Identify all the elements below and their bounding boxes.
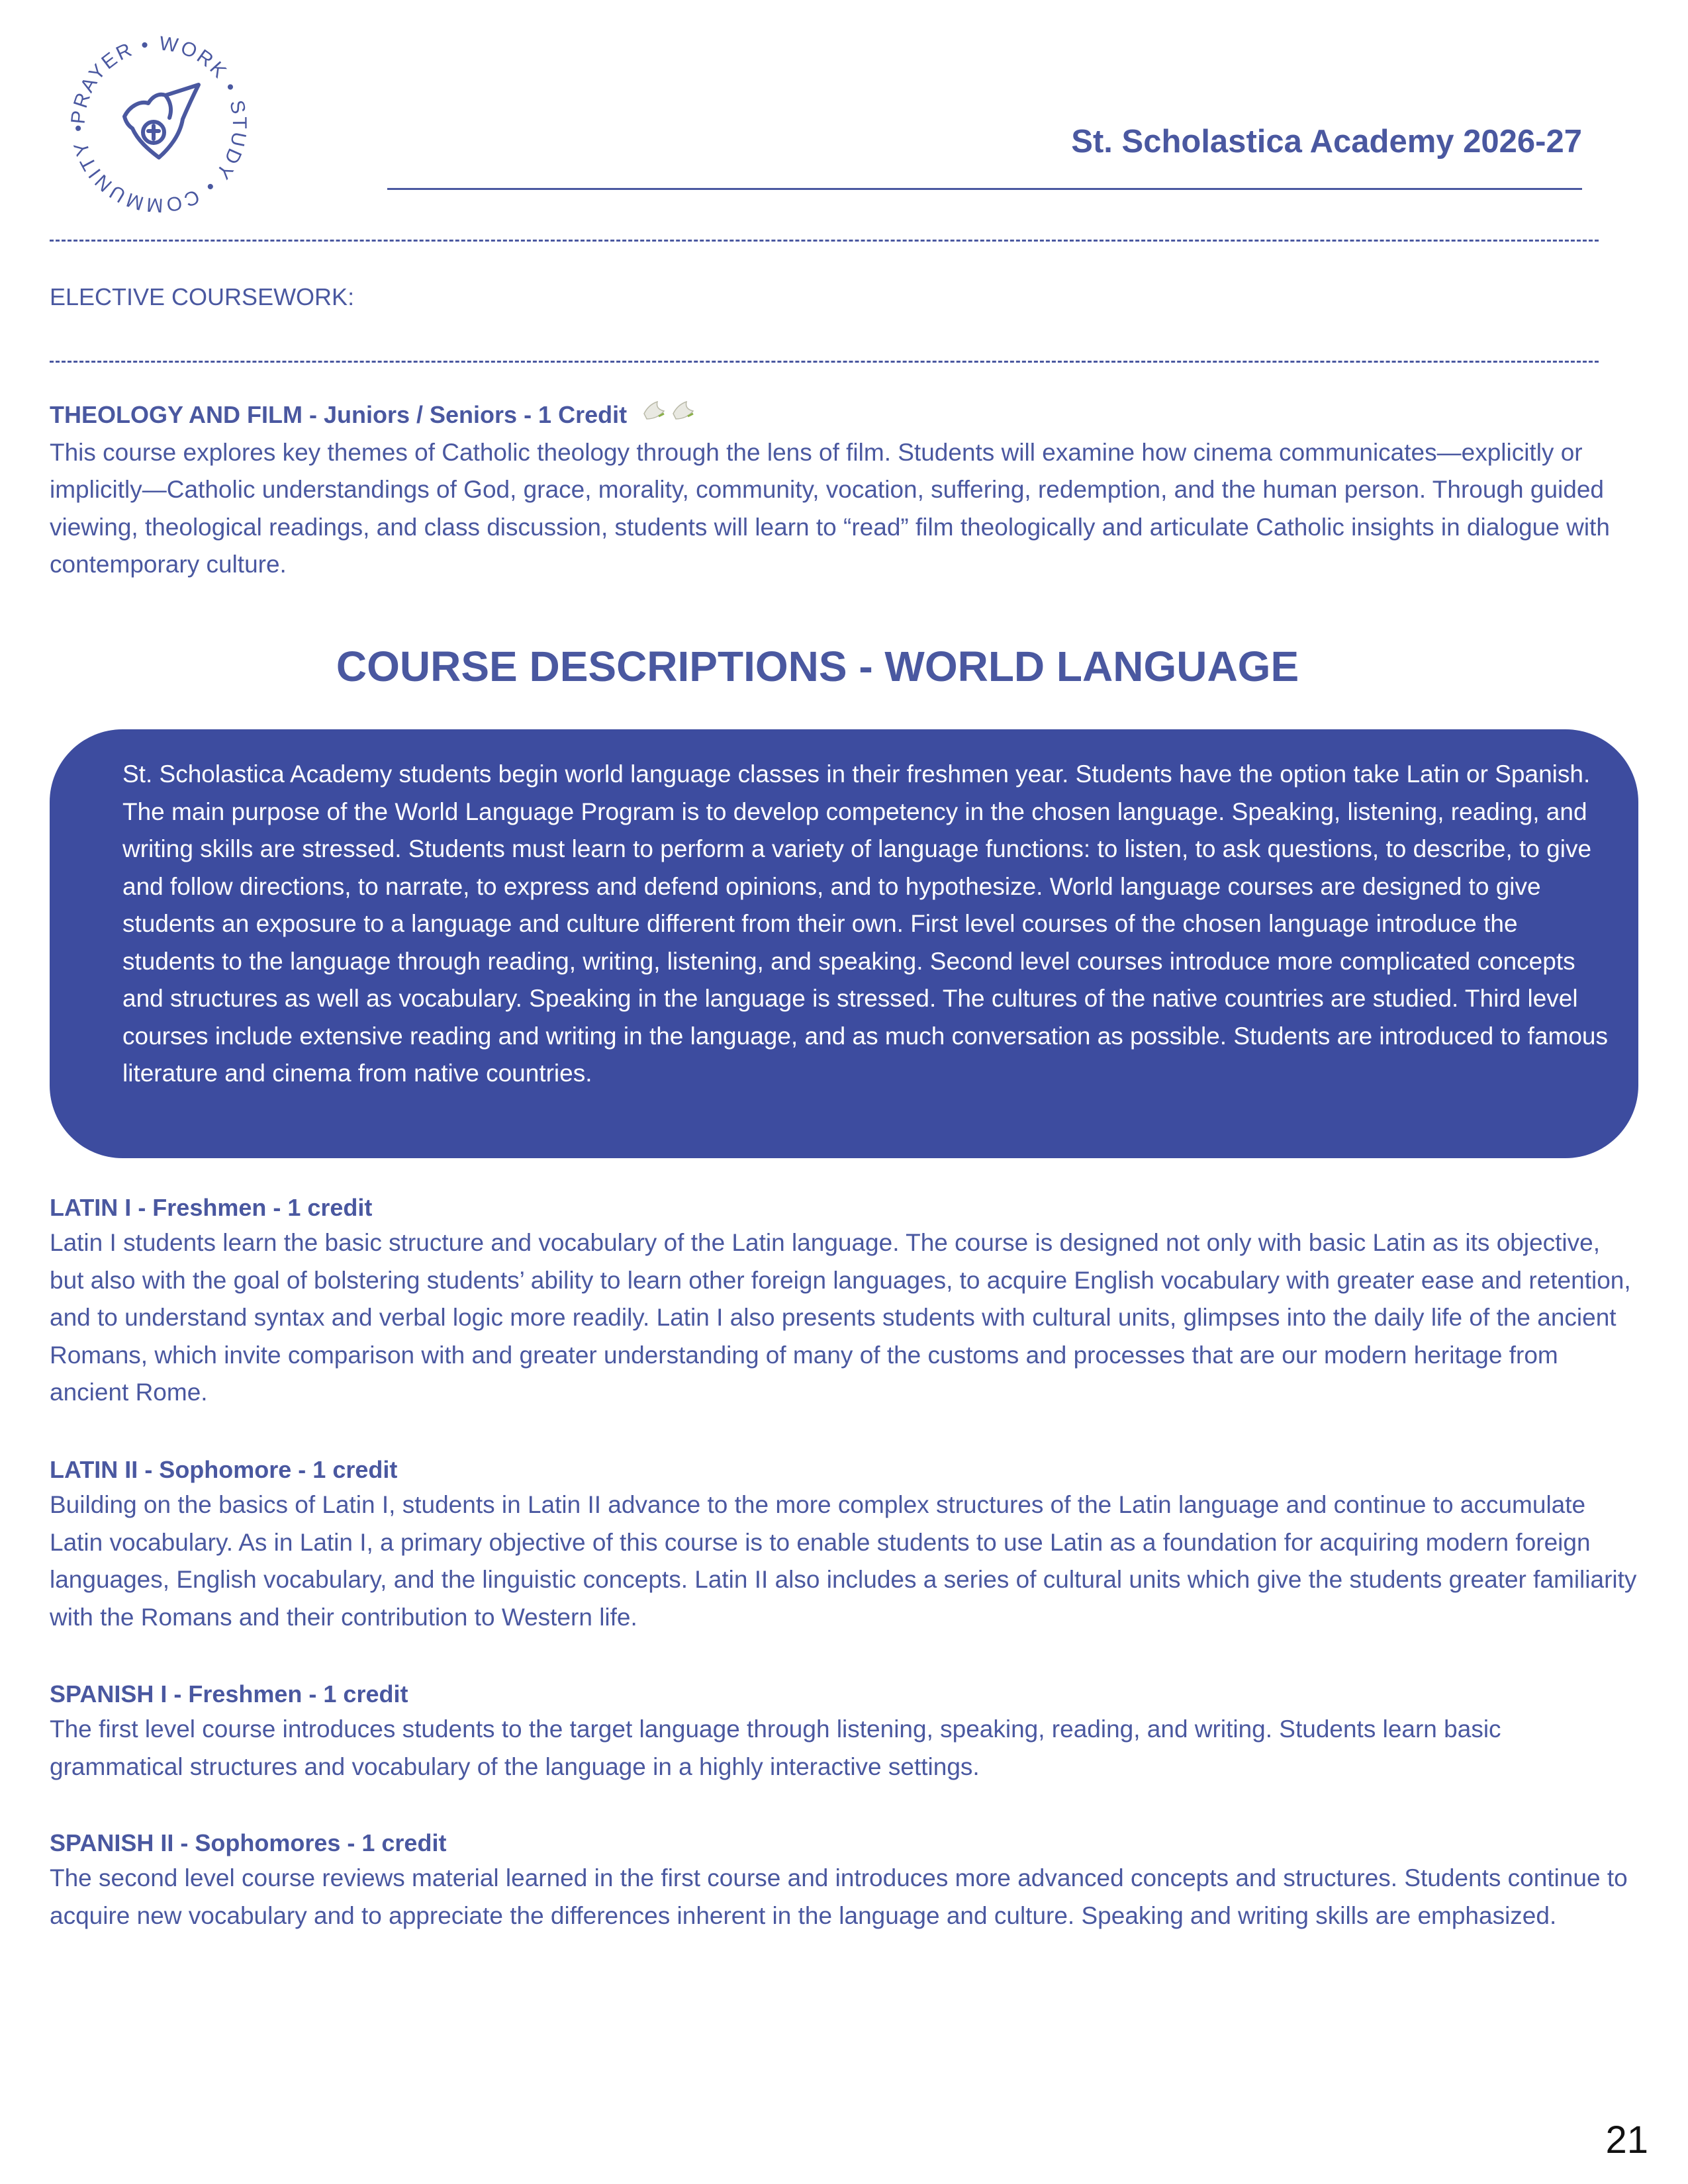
logo-ring-text: PRAYER • WORK • STUDY • COMMUNITY • <box>67 32 251 216</box>
course-description: Latin I students learn the basic structure and vocabulary of the Latin language. The course is designed not only with basic Latin as its objective, but also with the goal of bolstering students’ ability to learn other foreign languages, to acquire English vocabulary with greater ease and retention, and to understand syntax and verbal logic more readily. Latin I also presents students with cultural units, glimpses into the daily life of the ancient Romans, which invite comparison with and greater understanding of many of the customs and processes that are our modern heritage from ancient Rome. <box>50 1229 1631 1406</box>
course-title: LATIN II - Sophomore - 1 credit <box>50 1456 398 1483</box>
course-title-text: THEOLOGY AND FILM - Juniors / Seniors - 1 Credit <box>50 401 628 428</box>
course-latin-1 <box>50 1191 1638 1412</box>
course-description: The first level course introduces students to the target language through listening, speaking, reading, and writing. Students learn basic grammatical structures and vocabulary of the language in a highly interactive settings. <box>50 1715 1501 1780</box>
course-spanish-1 <box>50 1678 1638 1786</box>
course-latin-2 <box>50 1453 1638 1636</box>
elective-label: ELECTIVE COURSEWORK: <box>50 283 355 310</box>
section-heading: COURSE DESCRIPTIONS - WORLD LANGUAGE <box>336 643 1299 690</box>
dashed-divider-top <box>50 240 1599 242</box>
header-rule <box>387 188 1582 190</box>
course-description: Building on the basics of Latin I, students in Latin II advance to the more complex structures of the Latin language and continue to accumulate Latin vocabulary. As in Latin I, a primary objective of this course is to enable students to use Latin as a foundation for acquiring modern foreign languages, English vocabulary, and the linguistic concepts. Latin II also includes a series of cultural units which give the students greater familiarity with the Romans and their contribution to Western life. <box>50 1491 1637 1631</box>
intro-text: St. Scholastica Academy students begin world language classes in their freshmen year. Students have the option take Latin or Spanish. The main purpose of the World Language Program is to develop competency in the chosen language. Speaking, listening, reading, and writing skills are stressed. Students must learn to perform a variety of language functions: to listen, to ask questions, to describe, to give and follow directions, to narrate, to express and defend opinions, and to hypothesize. World language courses are designed to give students an exposure to a language and culture different from their own. First level courses of the chosen language introduce the students to the language through reading, writing, listening, and speaking. Second level courses introduce more complicated concepts and structures as well as vocabulary. Speaking in the language is stressed. The cultures of the native countries are studied. Third level courses include extensive reading and writing in the language, and as much conversation as possible. Students are introduced to famous literature and cinema from native countries. <box>122 760 1608 1087</box>
dove-heart-cross-icon <box>124 85 199 158</box>
course-theology-film <box>50 398 1612 584</box>
course-spanish-2 <box>50 1827 1638 1934</box>
school-logo <box>66 32 252 217</box>
dashed-divider-bottom <box>50 361 1599 363</box>
world-language-intro-box <box>50 729 1638 1158</box>
course-title: SPANISH I - Freshmen - 1 credit <box>50 1680 408 1707</box>
course-title: SPANISH II - Sophomores - 1 credit <box>50 1829 447 1856</box>
header-title: St. Scholastica Academy 2026-27 <box>1071 124 1582 159</box>
course-description: This course explores key themes of Catholic theology through the lens of film. Students will examine how cinema communicates—explicitly or implicitly—Catholic understandings of God, grace, morality, community, vocation, suffering, redemption, and the human person. Through guided viewing, theological readings, and class discussion, students will learn to “read” film theologically and articulate Catholic insights in dialogue with contemporary culture. <box>50 438 1610 578</box>
course-description: The second level course reviews material learned in the first course and introduces more advanced concepts and structures. Students continue to acquire new vocabulary and to appreciate the differences inherent in the language and culture. Speaking and writing skills are emphasized. <box>50 1864 1628 1929</box>
page-number: 21 <box>1605 2118 1648 2161</box>
course-title <box>50 398 1612 434</box>
course-title: LATIN I - Freshmen - 1 credit <box>50 1194 373 1221</box>
dove-icon <box>641 399 701 434</box>
